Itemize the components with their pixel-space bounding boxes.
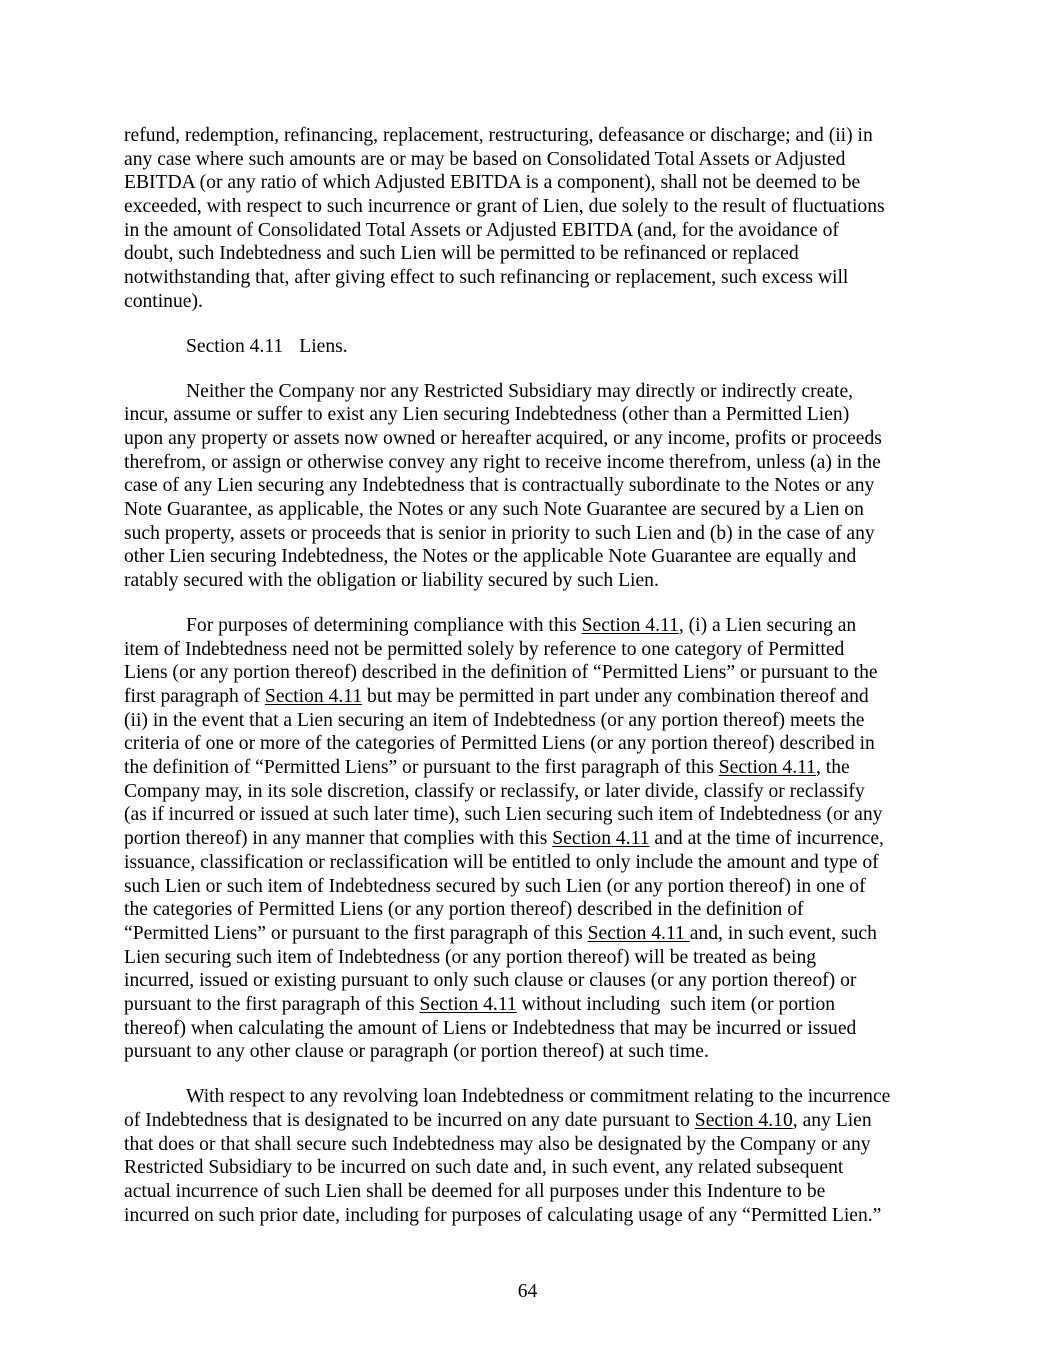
text-line <box>124 756 932 780</box>
text-line: item of Indebtedness need not be permitted solely by reference to one category of Permitted <box>124 638 845 660</box>
text-line: thereof) when calculating the amount of Liens or Indebtedness that may be incurred or issued <box>124 1017 857 1039</box>
document-page <box>124 124 932 1227</box>
paragraph-continuation <box>124 124 932 314</box>
text-run: , any Lien <box>792 1109 872 1131</box>
text-line: continue). <box>124 290 203 312</box>
text-line: Liens (or any portion thereof) described in the definition of “Permitted Liens” or pursuant to the <box>124 662 878 684</box>
text-line: With respect to any revolving loan Indebtedness or commitment relating to the incurrence <box>186 1086 891 1108</box>
text-line: Restricted Subsidiary to be incurred on such date and, in such event, any related subsequent <box>124 1157 844 1179</box>
text-line: such Lien or such item of Indebtedness secured by such Lien (or any portion thereof) in one of <box>124 875 866 897</box>
text-run: , (i) a Lien securing an <box>678 614 857 636</box>
section-reference-link[interactable]: Section 4.11 <box>581 614 679 636</box>
text-line <box>124 1109 932 1133</box>
paragraph-revolving-loan <box>124 1085 932 1227</box>
section-heading <box>124 335 932 359</box>
text-line: incurred, issued or existing pursuant to only such clause or clauses (or any portion thereof) or <box>124 970 857 992</box>
text-line: in the amount of Consolidated Total Assets or Adjusted EBITDA (and, for the avoidance of <box>124 219 839 241</box>
text-line: (as if incurred or issued at such later time), such Lien securing such item of Indebtedness (or any <box>124 804 883 826</box>
text-line: Neither the Company nor any Restricted Subsidiary may directly or indirectly create, <box>186 380 854 402</box>
section-reference-link[interactable]: Section 4.11 <box>264 686 363 707</box>
text-run: but may be permitted in part under any combination thereof and <box>362 686 869 707</box>
text-line: Note Guarantee, as applicable, the Notes or any such Note Guarantee are secured by a Lien on <box>124 499 864 520</box>
text-run: “Permitted Liens” or pursuant to the first paragraph of this <box>124 922 588 944</box>
text-line: ratably secured with the obligation or liability secured by such Lien. <box>124 570 659 592</box>
text-line: criteria of one or more of the categories of Permitted Liens (or any portion thereof) described in <box>124 733 875 755</box>
text-line <box>124 922 932 946</box>
text-line: other Lien securing Indebtedness, the Notes or the applicable Note Guarantee are equally and <box>124 546 857 568</box>
section-reference-link[interactable]: Section 4.10 <box>694 1109 793 1131</box>
text-line: (ii) in the event that a Lien securing an item of Indebtedness (or any portion thereof) meets the <box>124 709 865 731</box>
section-reference-link[interactable]: Section 4.11 <box>419 993 517 1015</box>
text-line <box>124 993 932 1017</box>
text-run: of Indebtedness that is designated to be incurred on any date pursuant to <box>124 1109 695 1131</box>
text-line: incurred on such prior date, including for purposes of calculating usage of any “Permitted Lien.” <box>124 1204 882 1226</box>
section-reference-link[interactable]: Section 4.11 <box>718 757 816 779</box>
text-run: first paragraph of <box>124 686 265 707</box>
text-line: the categories of Permitted Liens (or any portion thereof) described in the definition of <box>124 899 804 921</box>
section-reference-link[interactable]: Section 4.11 <box>587 922 690 944</box>
text-line: exceeded, with respect to such incurrence or grant of Lien, due solely to the result of fluctuations <box>124 196 885 218</box>
page-number: 64 <box>517 1281 538 1302</box>
section-title: Liens. <box>299 335 348 357</box>
text-line: notwithstanding that, after giving effect to such refinancing or replacement, such excess will <box>124 267 849 289</box>
text-line: case of any Lien securing any Indebtedness that is contractually subordinate to the Notes or any <box>124 475 875 497</box>
text-run: portion thereof) in any manner that complies with this <box>124 828 553 850</box>
text-line: such property, assets or proceeds that is senior in priority to such Lien and (b) in the case of any <box>124 522 875 544</box>
text-line: issuance, classification or reclassification will be entitled to only include the amount and type of <box>124 851 879 873</box>
text-line: Company may, in its sole discretion, classify or reclassify, or later divide, classify or reclassify <box>124 780 865 802</box>
paragraph-liens-rule <box>124 380 932 593</box>
text-line: pursuant to any other clause or paragraph (or portion thereof) at such time. <box>124 1041 709 1063</box>
text-line <box>124 685 932 709</box>
text-run: pursuant to the first paragraph of this <box>124 993 420 1015</box>
text-line: Lien securing such item of Indebtedness (or any portion thereof) will be treated as being <box>124 946 817 968</box>
text-run: For purposes of determining compliance with this <box>186 614 582 636</box>
text-run: the definition of “Permitted Liens” or pursuant to the first paragraph of this <box>124 757 719 779</box>
text-run: without including such item (or portion <box>516 993 836 1015</box>
section-reference-link[interactable]: Section 4.11 <box>552 828 650 850</box>
text-line: EBITDA (or any ratio of which Adjusted EBITDA is a component), shall not be deemed to be <box>124 172 861 194</box>
text-line: incur, assume or suffer to exist any Lien securing Indebtedness (other than a Permitted Lien) <box>124 404 850 426</box>
text-line: that does or that shall secure such Indebtedness may also be designated by the Company or any <box>124 1133 871 1155</box>
text-run: and at the time of incurrence, <box>649 828 884 850</box>
paragraph-compliance <box>124 614 932 1064</box>
text-line: therefrom, or assign or otherwise convey any right to receive income therefrom, unless (a) in the <box>124 451 881 473</box>
text-run: and, in such event, such <box>689 922 877 944</box>
text-line: any case where such amounts are or may be based on Consolidated Total Assets or Adjusted <box>124 148 846 170</box>
text-run: , the <box>815 757 850 779</box>
text-line: upon any property or assets now owned or hereafter acquired, or any income, profits or proceeds <box>124 427 882 449</box>
text-line <box>124 614 932 638</box>
text-line: doubt, such Indebtedness and such Lien will be permitted to be refinanced or replaced <box>124 243 799 265</box>
text-line: actual incurrence of such Lien shall be deemed for all purposes under this Indenture to be <box>124 1180 826 1202</box>
text-line: refund, redemption, refinancing, replacement, restructuring, defeasance or discharge; and (ii) in <box>124 125 873 146</box>
section-number: Section 4.11 <box>186 335 284 357</box>
text-line <box>124 827 932 851</box>
